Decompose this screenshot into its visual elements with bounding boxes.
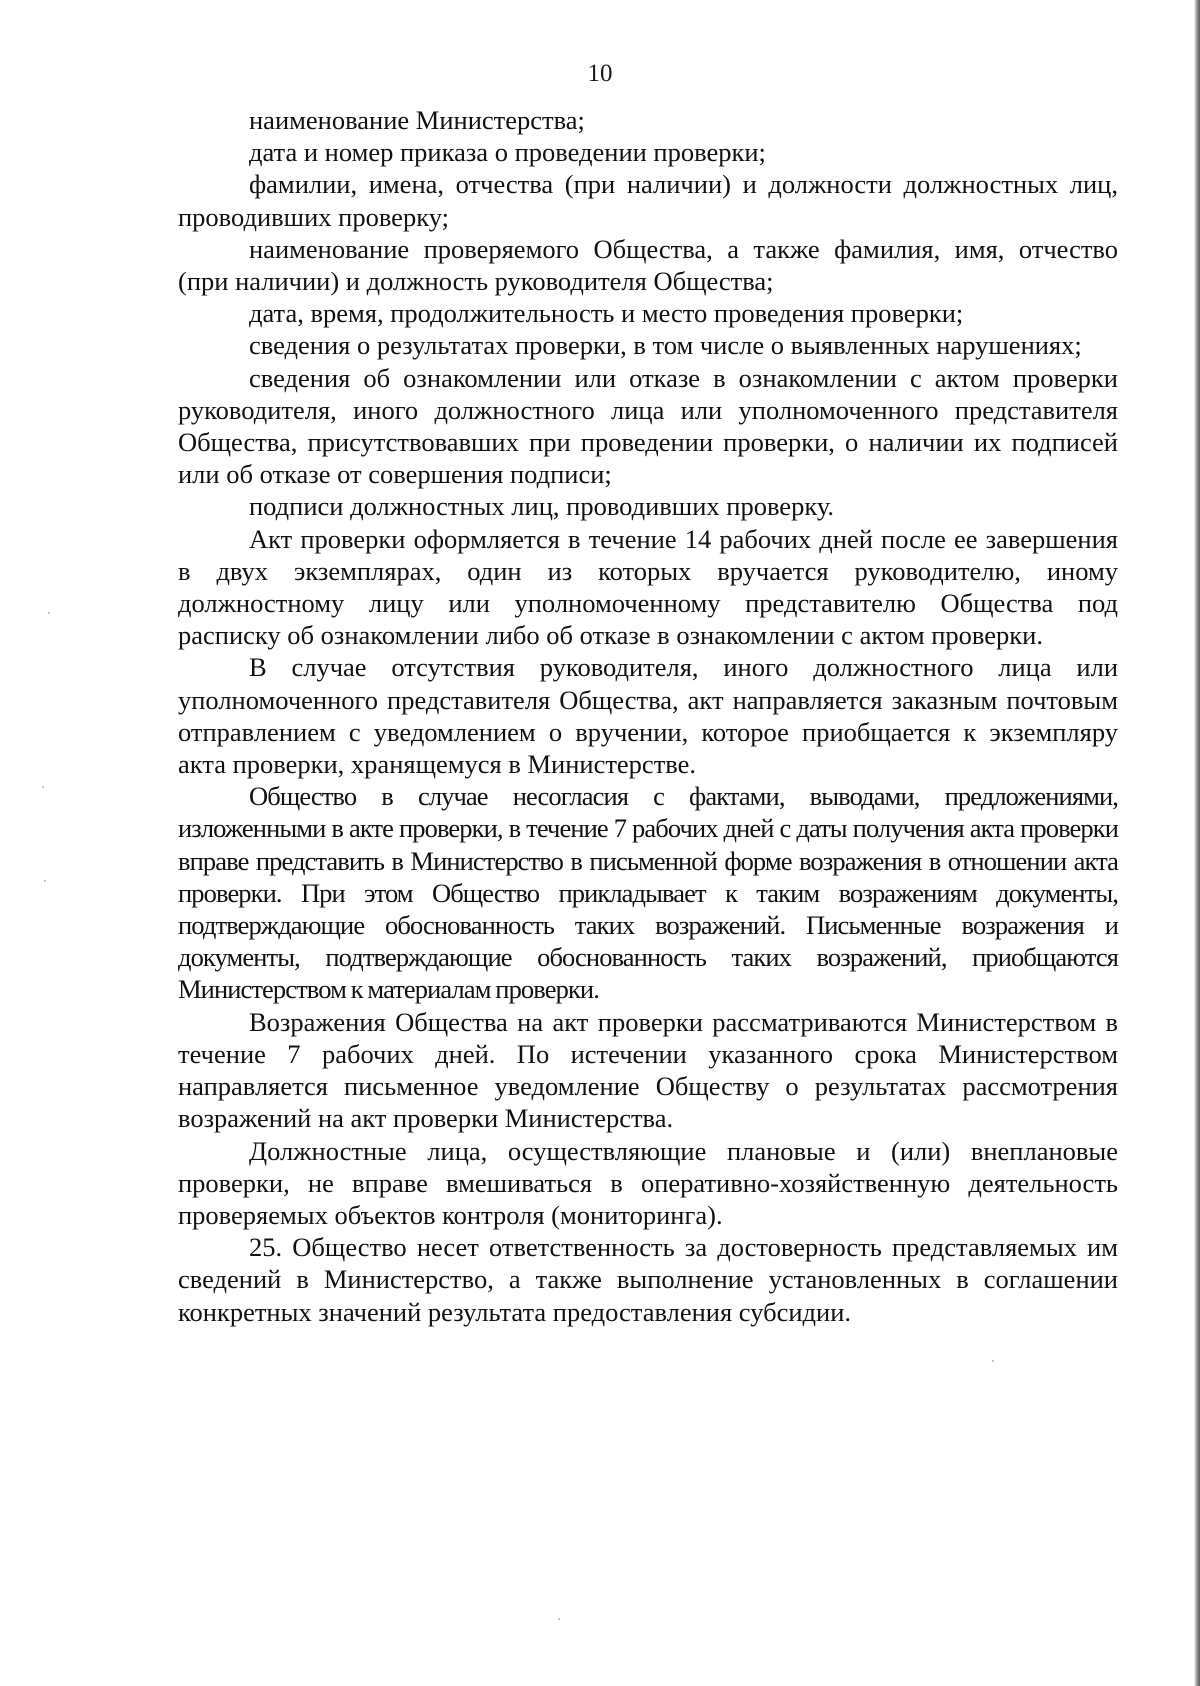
paragraph-inspectors-names: фамилии, имена, отчества (при наличии) и должности должностных лиц, проводивших проверку; — [178, 169, 1118, 232]
paragraph-objections: Общество в случае несогласия с фактами, выводами, предложениями, изложенными в акте проверки, в течение 7 рабочих дней с даты получения акта проверки вправе представить в Министерство в письменной форме возражения в отношении акта проверки. При этом Общество прикладывает к таким возражениям документы, подтверждающие обоснованность таких возражений. Письменные возражения и документы, подтверждающие обоснованность таких возражений, приобщаются Министерством к материалам проверки. — [178, 781, 1118, 1005]
paragraph-officials-restriction: Должностные лица, осуществляющие плановые и (или) внеплановые проверки, не вправе вмешиваться в оперативно-хозяйственную деятельность проверяемых объектов контроля (мониторинга). — [178, 1135, 1118, 1230]
paragraph-item-25: 25. Общество несет ответственность за достоверность представляемых им сведений в Министерство, а также выполнение установленных в соглашении конкретных значений результата предоставления субсидии. — [178, 1232, 1118, 1327]
scan-speck — [558, 1618, 560, 1620]
paragraph-objections-review: Возражения Общества на акт проверки рассматриваются Министерством в течение 7 рабочих дней. По истечении указанного срока Министерством направляется письменное уведомление Обществу о результатах рассмотрения возражений на акт проверки Министерства. — [178, 1006, 1118, 1134]
document-body — [178, 104, 1118, 1328]
paragraph-absence-of-head: В случае отсутствия руководителя, иного должностного лица или уполномоченного представителя Общества, акт направляется заказным почтовым отправлением с уведомлением о вручении, которое приобщается к экземпляру акта проверки, хранящемуся в Министерстве. — [178, 652, 1118, 780]
paragraph-inspection-date-place: дата, время, продолжительность и место проведения проверки; — [249, 298, 964, 329]
paragraph-signatures: подписи должностных лиц, проводивших проверку. — [249, 491, 835, 522]
paragraph-acquaintance-info: сведения об ознакомлении или отказе в ознакомлении с актом проверки руководителя, иного должностного лица или уполномоченного представителя Общества, присутствовавших при проведении проверки, о наличии их подписей или об отказе от совершения подписи; — [178, 362, 1118, 490]
paragraph-inspected-company: наименование проверяемого Общества, а также фамилия, имя, отчество (при наличии) и должность руководителя Общества; — [178, 233, 1118, 297]
paragraph-act-preparation: Акт проверки оформляется в течение 14 рабочих дней после ее завершения в двух экземплярах, один из которых вручается руководителю, иному должностному лицу или уполномоченному представителю Общества под расписку об ознакомлении либо об отказе в ознакомлении с актом проверки. — [178, 523, 1118, 651]
paragraph-order-date-number: дата и номер приказа о проведении проверки; — [249, 137, 766, 168]
scan-speck — [44, 880, 46, 882]
paragraph-inspection-results: сведения о результатах проверки, в том числе о выявленных нарушениях; — [249, 330, 1082, 361]
scan-speck — [992, 1360, 994, 1362]
scan-edge-shadow — [1194, 0, 1200, 1686]
scan-speck — [48, 612, 50, 614]
scan-speck — [42, 786, 44, 788]
page-number: 10 — [587, 60, 613, 87]
paragraph-ministry-name: наименование Министерства; — [249, 105, 585, 135]
